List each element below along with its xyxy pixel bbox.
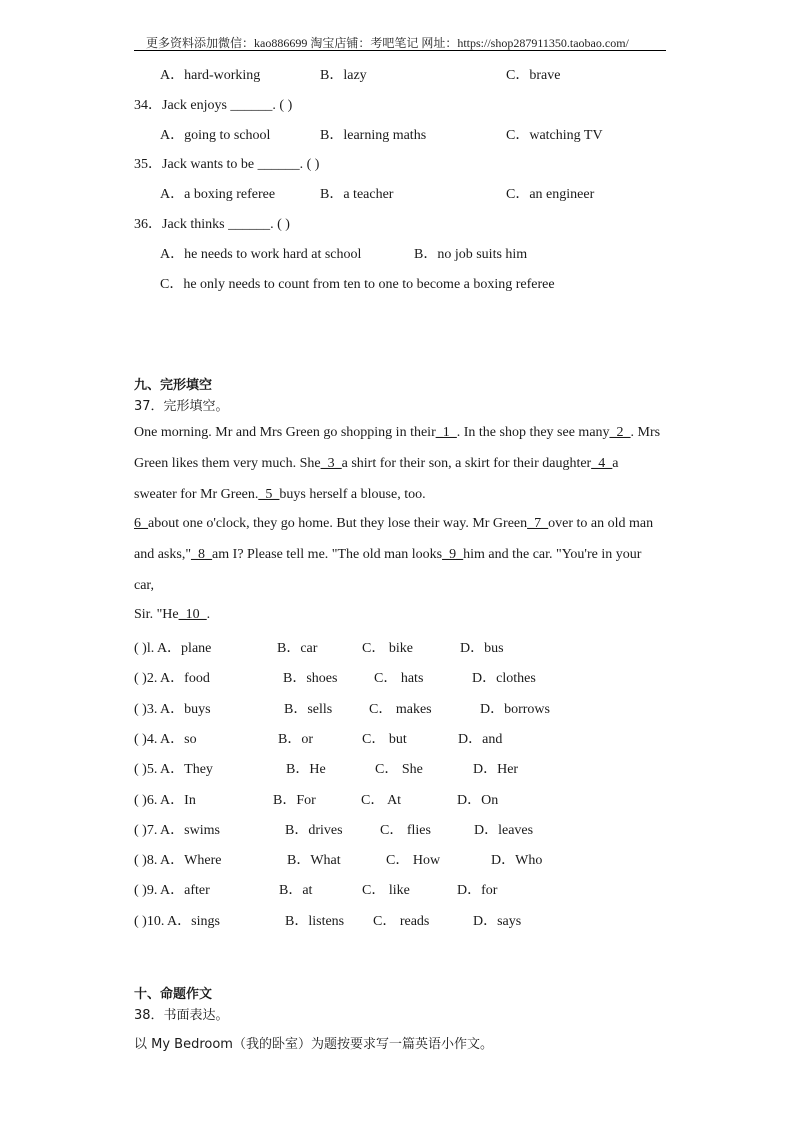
passage-line-2: Green likes them very much. She_3_a shirt for their son, a skirt for their daughter_4_a	[134, 456, 619, 471]
q34-option-c: C．watching TV	[506, 128, 603, 143]
choice-c-6: C． At	[361, 792, 402, 808]
q34-option-b: B．learning maths	[320, 128, 427, 143]
page-header-text: 更多资料添加微信：kao886699 淘宝店铺：考吧笔记 网址：https://shop287911350.taobao.com/	[146, 36, 629, 50]
choice-c-9: C． like	[362, 883, 410, 899]
blank-4: _4_	[591, 456, 613, 471]
blank-5: _5_	[258, 487, 280, 502]
choice-c-4: C． but	[362, 731, 407, 747]
q36-option-a: A．he needs to work hard at school	[160, 247, 362, 262]
choice-c-8: C． How	[386, 853, 441, 869]
choice-number-and-a-6: ( )6. A．In	[134, 792, 196, 808]
blank-3: _3_	[320, 456, 342, 471]
passage-line-1: One morning. Mr and Mrs Green go shopping in their_1_. In the shop they see many_2_. Mrs	[134, 425, 661, 440]
q35-option-c: C．an engineer	[506, 187, 595, 202]
choice-number-and-a-3: ( )3. A．buys	[134, 701, 211, 717]
choice-d-5: D．Her	[473, 762, 519, 778]
q38-label: 38．书面表达。	[134, 1008, 229, 1023]
section-10-title: 十、命题作文	[134, 987, 213, 1002]
choice-c-2: C． hats	[374, 671, 424, 687]
choice-d-7: D．leaves	[474, 822, 534, 838]
choice-number-and-a-9: ( )9. A．after	[134, 883, 210, 899]
choice-b-4: B．or	[278, 731, 313, 747]
choice-number-and-a-8: ( )8. A．Where	[134, 853, 222, 869]
choice-d-3: D．borrows	[480, 701, 550, 717]
choice-d-4: D．and	[458, 731, 503, 747]
choice-b-8: B．What	[287, 853, 341, 869]
choice-number-and-a-10: ( )10. A．sings	[134, 913, 220, 929]
blank-10: _10_	[178, 607, 207, 622]
passage-line-7: Sir. "He_10_.	[134, 607, 211, 622]
choice-d-6: D．On	[457, 792, 499, 808]
q35-option-b: B．a teacher	[320, 187, 394, 202]
choice-d-2: D．clothes	[472, 671, 536, 687]
choice-d-1: D．bus	[460, 641, 504, 656]
choice-b-5: B．He	[286, 762, 326, 778]
blank-2: _2_	[609, 425, 631, 440]
choice-c-10: C． reads	[373, 913, 430, 929]
section-9-title: 九、完形填空	[134, 378, 213, 393]
blank-7: _7_	[527, 516, 549, 531]
choice-number-and-a-1: ( )l. A．plane	[134, 641, 212, 656]
blank-8: _8_	[191, 547, 213, 562]
choice-number-and-a-7: ( )7. A．swims	[134, 822, 220, 838]
blank-6: 6_	[134, 516, 148, 531]
choice-d-10: D．says	[473, 913, 522, 929]
choice-c-7: C． flies	[380, 822, 431, 838]
choice-c-5: C． She	[375, 762, 423, 778]
header-divider	[134, 50, 666, 51]
blank-1: _1_	[435, 425, 457, 440]
choice-b-7: B．drives	[285, 822, 343, 838]
q35-option-a: A．a boxing referee	[160, 187, 276, 202]
choice-number-and-a-2: ( )2. A．food	[134, 671, 210, 687]
choice-b-9: B．at	[279, 883, 313, 899]
q36-option-c: C．he only needs to count from ten to one to become a boxing referee	[160, 277, 555, 292]
q35-stem: 35．Jack wants to be ______. ( )	[134, 157, 320, 172]
choice-b-3: B．sells	[284, 701, 333, 717]
blank-9: _9_	[442, 547, 464, 562]
q36-stem: 36．Jack thinks ______. ( )	[134, 217, 290, 232]
choice-b-1: B．car	[277, 641, 318, 656]
q34-option-a: A．going to school	[160, 128, 271, 143]
q33-option-c: C．brave	[506, 68, 561, 83]
q33-option-b: B．lazy	[320, 68, 367, 83]
q37-label: 37．完形填空。	[134, 399, 229, 414]
passage-line-5: and asks,"_8_am I? Please tell me. "The old man looks_9_him and the car. "You're in your	[134, 547, 642, 562]
choice-c-1: C． bike	[362, 641, 413, 656]
essay-instruction: 以 My Bedroom（我的卧室）为题按要求写一篇英语小作文。	[134, 1037, 493, 1052]
passage-line-4: 6_about one o'clock, they go home. But they lose their way. Mr Green_7_over to an old man	[134, 516, 654, 531]
choice-b-6: B．For	[273, 792, 316, 808]
q33-option-a: A．hard-working	[160, 68, 261, 83]
choice-number-and-a-5: ( )5. A．They	[134, 762, 213, 778]
choice-number-and-a-4: ( )4. A．so	[134, 731, 197, 747]
q36-option-b: B．no job suits him	[414, 247, 528, 262]
choice-d-8: D．Who	[491, 853, 543, 869]
passage-line-3: sweater for Mr Green._5_buys herself a blouse, too.	[134, 487, 426, 502]
q34-stem: 34．Jack enjoys ______. ( )	[134, 98, 293, 113]
choice-b-2: B．shoes	[283, 671, 338, 687]
choice-c-3: C． makes	[369, 701, 432, 717]
passage-line-6: car,	[134, 578, 155, 593]
choice-b-10: B．listens	[285, 913, 345, 929]
choice-d-9: D．for	[457, 883, 498, 899]
